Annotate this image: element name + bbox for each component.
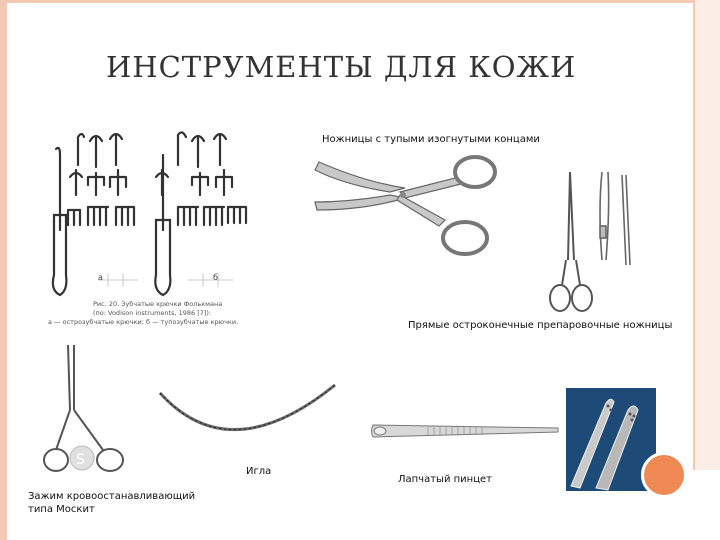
hooks-caption-line2: (по: Vodison instruments, 1986 [7]):	[93, 309, 212, 317]
straight-scissors-image	[540, 170, 640, 315]
decorative-orange-circle	[641, 452, 687, 498]
tweezers-drawing	[368, 415, 563, 445]
svg-text:S: S	[76, 452, 85, 468]
curved-scissors-caption: Ножницы с тупыми изогнутыми концами	[322, 134, 540, 145]
hooks-label-a: а	[98, 273, 103, 282]
hooks-drawing	[38, 125, 253, 325]
hooks-label-b: б	[213, 273, 218, 282]
curved-scissors-image	[305, 150, 505, 260]
needle-image	[150, 375, 350, 450]
slide-right-band	[695, 0, 720, 470]
straight-scissors-drawing	[540, 170, 640, 315]
volkmann-hooks-image	[38, 125, 253, 325]
mosquito-clamp-drawing	[38, 340, 133, 485]
slide-right-border	[693, 0, 695, 470]
hooks-caption-line3: а — острозубчатые крючки; б — тупозубчатые крючки.	[48, 318, 239, 326]
tweezers-caption: Лапчатый пинцет	[398, 474, 492, 485]
curved-scissors-drawing	[305, 150, 505, 260]
mosquito-caption-line2: типа Москит	[28, 504, 95, 515]
mosquito-clamp-image	[38, 340, 133, 485]
slide-title: ИНСТРУМЕНТЫ ДЛЯ КОЖИ	[106, 50, 577, 84]
needle-caption: Игла	[246, 466, 272, 477]
slide-top-border	[0, 0, 720, 3]
straight-scissors-caption: Прямые остроконечные препаровочные ножницы	[408, 320, 673, 331]
hooks-caption-line1: Рис. 20. Зубчатые крючки Фолькмана	[93, 300, 223, 308]
mosquito-caption-line1: Зажим кровоостанавливающий	[28, 491, 196, 502]
tweezers-image	[368, 415, 563, 445]
slide-left-border	[0, 0, 7, 540]
needle-drawing	[150, 375, 350, 450]
